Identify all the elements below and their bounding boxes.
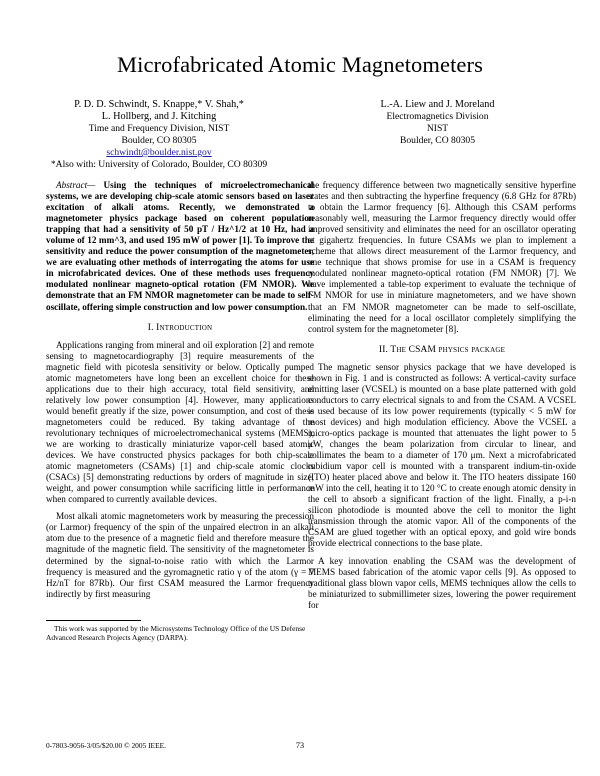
footnote-rule (46, 620, 141, 621)
right-affiliation (330, 99, 545, 147)
intro-paragraph-1: Applications ranging from mineral and oil exploration [2] and remote sensing to magnetocardiography [3] require measurements of the magnetic field with picotesla sensitivity or below. Optically pumped atomic magnetometers have long been an excellent choice for these applications due to their high accuracy, total field sensitivity, and relatively low power consumption [4]. However, many applications would benefit greatly if the size, power consumption, and cost of these magnetometers could be reduced. By taking advantage of the revolutionary techniques of microelectromechanical systems (MEMS), we are working to drastically miniaturize vapor-cell based atomic devices. We have constructed physics packages for both chip-scale atomic magnetometers (CSAMs) [1] and chip-scale atomic clocks (CSACs) [5] demonstrating reductions by orders of magnitude in size, weight, and power consumption while sacrificing little in performance when compared to currently available devices. (46, 339, 314, 505)
paper-title: Microfabricated Atomic Magnetometers (117, 52, 483, 77)
right-column (308, 180, 576, 611)
copyright-line: 0-7803-9056-3/05/$20.00 © 2005 IEEE. (46, 741, 166, 750)
right-paragraph-3: A key innovation enabling the CSAM was the development of MEMS based fabrication of the atomic vapor cells [9]. As opposed to traditional glass blown vapor cells, MEMS techniques allow the cells to be miniaturized to submillimeter sizes, lowering the power requirement for (308, 555, 576, 610)
funding-footnote: This work was supported by the Microsystems Technology Office of the US Defense Advanced Research Projects Agency (DARPA). (46, 624, 306, 642)
section-heading-introduction: I. Introduction (147, 322, 213, 333)
right-org: NIST (426, 123, 449, 134)
left-division: Time and Frequency Division, NIST (88, 123, 230, 134)
intro-paragraph-2: Most alkali atomic magnetometers work by measuring the precession (or Larmor) frequency of the spin of the unpaired electron in an alkali atom due to the presence of a magnetic field and therefore measure the magnitude of the magnetic field. The sensitivity of the magnetometer is determined by the signal-to-noise ratio with which the Larmor frequency is measured and the gyromagnetic ratio γ of the atom (γ = 7 Hz/nT for 87Rb). Our first CSAM measured the Larmor frequency indirectly by first measuring (46, 511, 314, 599)
also-with-note: *Also with: University of Colorado, Boulder, CO 80309 (50, 159, 268, 170)
left-affiliation (18, 99, 300, 171)
left-author-names-2: L. Hollberg, and J. Kitching (101, 111, 217, 122)
author-email-link[interactable]: schwindt@boulder.nist.gov (106, 147, 212, 158)
page-number: 73 (295, 741, 305, 750)
right-author-names: L.-A. Liew and J. Moreland (380, 99, 495, 110)
left-author-names: P. D. D. Schwindt, S. Knappe,* V. Shah,* (74, 99, 244, 110)
right-paragraph-1: the frequency difference between two magnetically sensitive hyperfine states and then subtracting the hyperfine frequency (6.8 GHz for 87Rb) to obtain the Larmor frequency [6]. Although this CSAM performs reasonably well, measuring the Larmor frequency directly would offer improved sensitivity and eliminates the need for an oscillator operating at gigahertz frequencies. In future CSAMs we plan to implement a scheme that allows direct measurement of the Larmor frequency, and one technique that shows promise for use in a CSAM is frequency modulated nonlinear magneto-optical rotation (FM NMOR) [7]. We have implemented a table-top experiment to evaluate the technique of FM NMOR for use in miniature magnetometers, and we have shown that an FM NMOR magnetometer can be made to self-oscillate, eliminating the need for a local oscillator completely simplifying the control system for the magnetometer [8]. (308, 180, 576, 334)
abstract-lead: Abstract— (56, 180, 96, 190)
right-address: Boulder, CO 80305 (399, 135, 476, 146)
section-heading-csam: II. The CSAM physics package (378, 344, 506, 355)
abstract-body: Using the techniques of microelectromechanical systems, we are developing chip-scale atomic sensors based on laser excitation of alkali atoms. Recently, we demonstrated a magnetometer physics package based on coherent population trapping that had a sensitivity of 50 pT / Hz^1/2 at 10 Hz, had a volume of 12 mm^3, and used 195 mW of power [1]. To improve the sensitivity and reduce the power consumption of the magnetometer, we are evaluating other methods of interrogating the atoms for use in microfabricated devices. One of these methods uses frequency modulated nonlinear magneto-optical rotation (FM NMOR). We demonstrate that an FM NMOR magnetometer can be made to self-oscillate, offering simple construction and low power consumption. (46, 180, 314, 312)
left-column (46, 180, 314, 600)
right-division: Electromagnetics Division (386, 111, 489, 122)
abstract (46, 180, 314, 313)
left-address: Boulder, CO 80305 (121, 135, 197, 146)
right-paragraph-2: The magnetic sensor physics package that we have developed is shown in Fig. 1 and is constructed as follows: A vertical-cavity surface emitting laser (VCSEL) is mounted on a base plate patterned with gold conductors to carry electrical signals to and from the CSAM. A VCSEL is used because of its low power requirements (typically < 5 mW for most devices) and high modulation efficiency. Above the VCSEL a micro-optics package is mounted that attenuates the light power to 5 μW, changes the beam polarization from circular to linear, and collimates the beam to a diameter of 170 μm. Next a microfabricated rubidium vapor cell is mounted with a transparent indium-tin-oxide (ITO) heater placed above and below it. The ITO heaters dissipate 160 mW into the cell, heating it to 120 °C to create enough atomic density in the cell to absorb a significant fraction of the light. Finally, a p-i-n silicon photodiode is mounted above the cell to monitor the light transmission through the atomic vapor. All of the components of the CSAM are glued together with an optical epoxy, and gold wire bonds provide electrical connections to the base plate. (308, 361, 576, 549)
